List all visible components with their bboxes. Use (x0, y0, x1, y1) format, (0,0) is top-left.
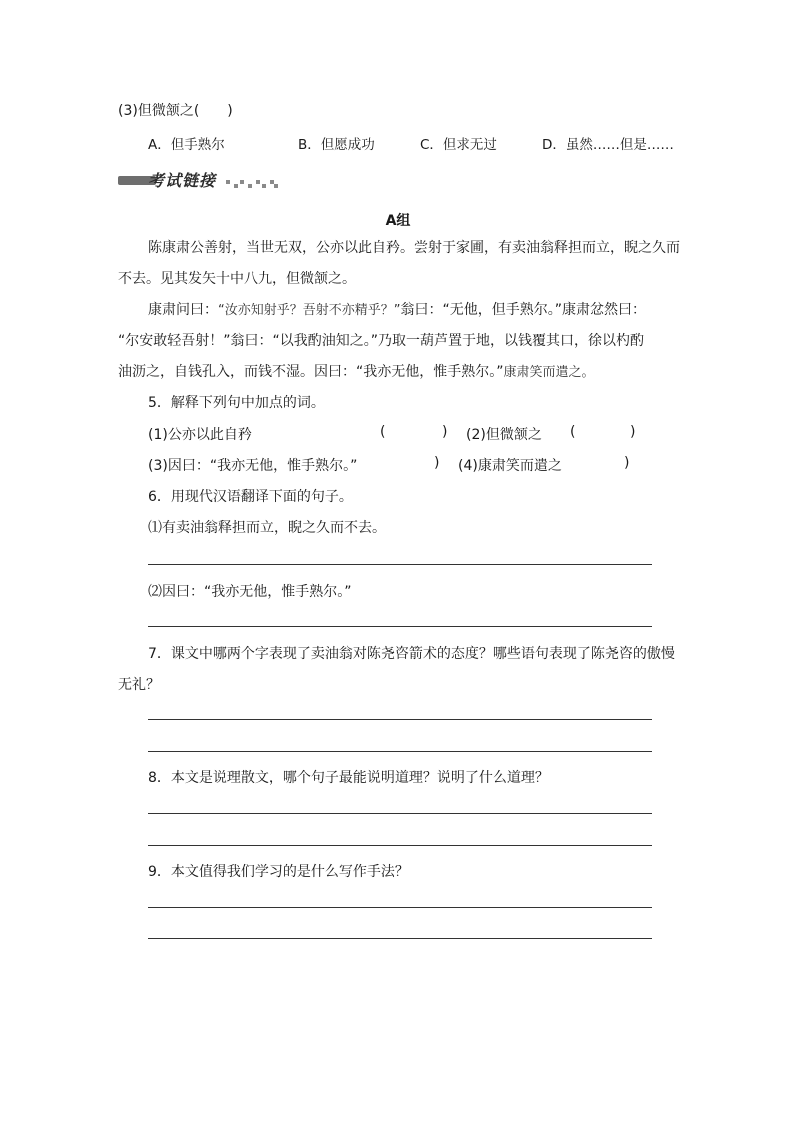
answer-line[interactable] (148, 564, 652, 565)
answer-line[interactable] (148, 751, 652, 752)
passage-p2-line2: “尔安敢轻吾射！”翁曰：“以我酌油知之。”乃取一葫芦置于地，以钱覆其口，徐以杓酌 (118, 333, 645, 349)
passage-p2-line3-b: 康肃笑而遣之。 (503, 365, 595, 380)
answer-line[interactable] (148, 813, 652, 814)
question-7-line2: 无礼？ (118, 677, 160, 693)
question-5-stem: 5．解释下列句中加点的词。 (148, 395, 325, 411)
option-d[interactable]: D．虽然……但是…… (542, 137, 674, 153)
answer-line[interactable] (148, 719, 652, 720)
question-7-line1: 7．课文中哪两个字表现了卖油翁对陈尧咨箭术的态度？哪些语句表现了陈尧咨的傲慢 (148, 646, 675, 662)
q5-item-4-rparen: ) (624, 455, 630, 471)
q5-item-2: (2)但微颔之 (466, 427, 542, 443)
option-b[interactable]: B．但愿成功 (298, 137, 375, 153)
q6-sentence-2: ⑵因曰：“我亦无他，惟手熟尔。” (148, 584, 352, 600)
banner-title: 考试链接 (148, 171, 217, 190)
passage-p2-line1-a: 康肃问曰： (148, 302, 218, 318)
answer-line[interactable] (148, 938, 652, 939)
question-9-stem: 9．本文值得我们学习的是什么写作手法？ (148, 864, 409, 880)
q5-item-3: (3)因曰：“我亦无他，惟手熟尔。” (148, 458, 358, 474)
passage-p2-line3 (118, 362, 678, 383)
q5-item-2-rparen: ) (630, 424, 636, 440)
q5-item-1-lparen: ( (380, 424, 386, 440)
answer-line[interactable] (148, 907, 652, 908)
option-a[interactable]: A．但手熟尔 (148, 137, 225, 153)
passage-p1-line1: 陈康肃公善射，当世无双，公亦以此自矜。尝射于家圃，有卖油翁释担而立，睨之久而 (148, 240, 680, 256)
q5-item-2-lparen: ( (570, 424, 576, 440)
q5-item-1-rparen: ) (442, 424, 448, 440)
answer-line[interactable] (148, 626, 652, 627)
passage-p2-line1 (148, 300, 708, 321)
q5-item-4: (4)康肃笑而遣之 (458, 458, 562, 474)
question-6-stem: 6．用现代汉语翻译下面的句子。 (148, 489, 353, 505)
banner-dots-decoration (226, 180, 278, 188)
q5-item-1: (1)公亦以此自矜 (148, 427, 252, 443)
passage-p2-line1-b: “汝亦知射乎？吾射不亦精乎？” (218, 303, 401, 318)
question-8-stem: 8．本文是说理散文，哪个句子最能说明道理？说明了什么道理？ (148, 770, 549, 786)
q6-sentence-1: ⑴有卖油翁释担而立，睨之久而不去。 (148, 520, 386, 536)
question-3-stem: (3)但微颔之( ) (118, 103, 233, 119)
option-c[interactable]: C．但求无过 (420, 137, 497, 153)
group-title: A组 (385, 213, 411, 229)
passage-p1-line2: 不去。见其发矢十中八九，但微颔之。 (118, 271, 356, 287)
answer-options (148, 133, 688, 153)
passage-p2-line3-a: 油沥之，自钱孔入，而钱不湿。因曰：“我亦无他，惟手熟尔。” (118, 364, 504, 380)
passage-p2-line1-c: 翁曰：“无他，但手熟尔。”康肃忿然曰： (400, 302, 646, 318)
answer-line[interactable] (148, 845, 652, 846)
q5-item-3-rparen: ) (434, 455, 440, 471)
section-banner (118, 168, 278, 192)
